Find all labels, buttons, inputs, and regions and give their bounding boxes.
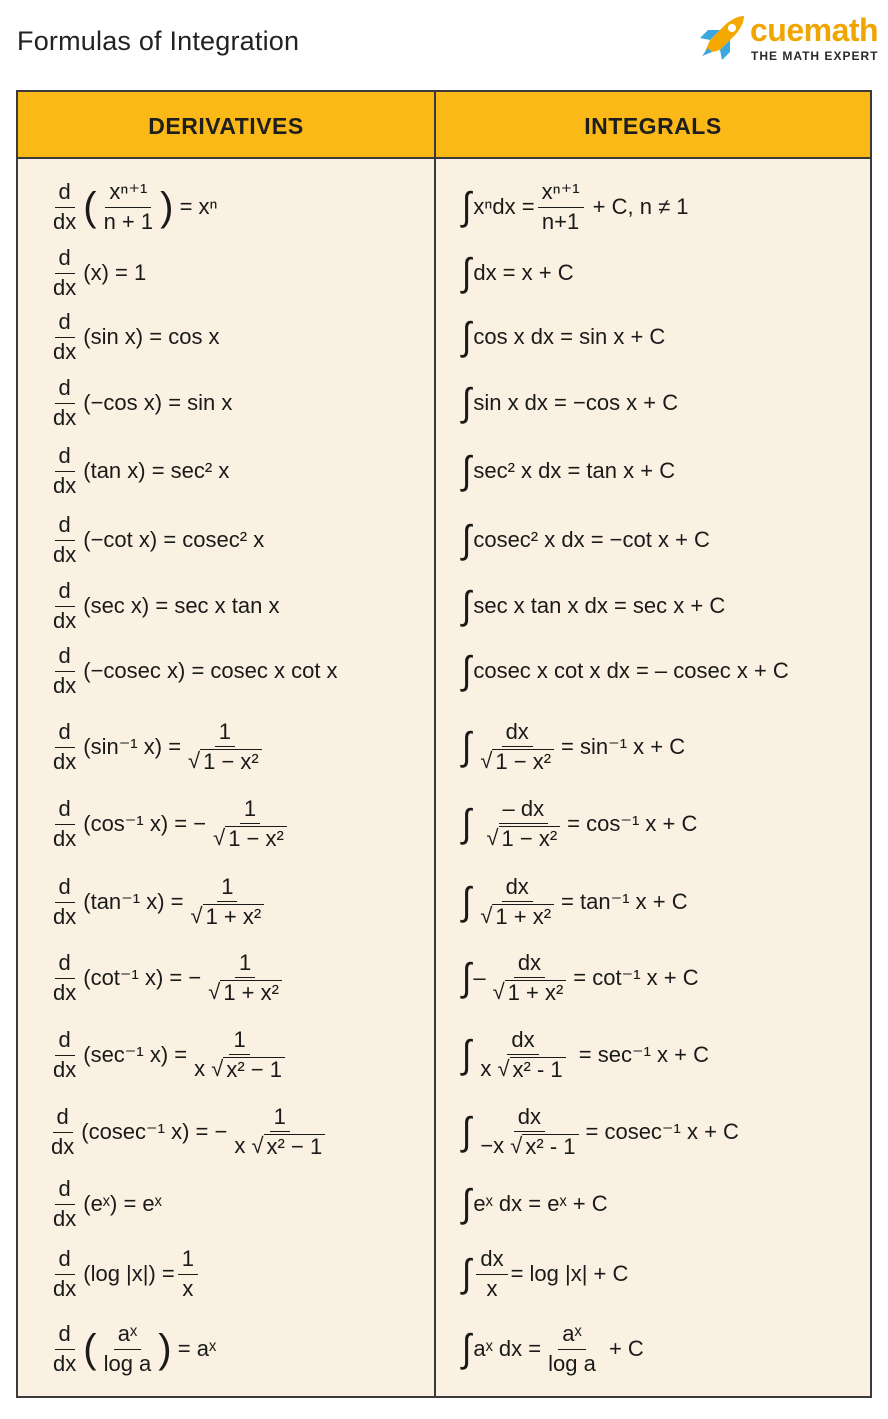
integral-formula: ∫ aˣ dx = $\frac{\text{aˣ}}{\text{log a}}$ + C: [462, 1321, 644, 1376]
table-row: [18, 436, 870, 506]
integral-formula: ∫ sec² x dx = tan x + C: [462, 448, 676, 493]
table-row: [18, 574, 870, 638]
formula-table: [16, 90, 872, 1398]
header-integrals: INTEGRALS: [584, 113, 722, 139]
integral-formula: ∫ dx = x + C: [462, 250, 574, 295]
derivative-formula: d dx (−cos x) = sin x: [53, 375, 233, 430]
table-row: [18, 710, 870, 784]
derivative-formula: d dx (sin x) = cos x: [53, 309, 220, 364]
integral-formula: ∫ cosec² x dx = −cot x + C: [462, 517, 710, 562]
brand-name: [750, 12, 878, 49]
integral-formula: ∫ eˣ dx = eˣ + C: [462, 1181, 608, 1226]
integral-formula: ∫ cosec x cot x dx = – cosec x + C: [462, 648, 789, 693]
brand-tagline: THE MATH EXPERT: [751, 49, 879, 63]
integral-formula: ∫ dx √ 1 + x² = tan⁻¹ x + C: [462, 873, 688, 929]
table-row: [18, 1170, 870, 1238]
table-row: [18, 1310, 870, 1388]
derivative-formula: d dx ( xⁿ⁺¹ n + 1 ) = xⁿ: [46, 172, 218, 242]
integral-formula: ∫ xⁿdx = $\frac{\text{xⁿ⁺¹}}{n+1}$ + C, n ≠ 1: [462, 179, 689, 234]
d-dx: d dx: [53, 179, 77, 234]
brand-cue: cue: [750, 12, 804, 48]
table-row: [18, 1238, 870, 1310]
table-row: [18, 864, 870, 940]
table-row: [18, 638, 870, 704]
derivative-formula: d dx (x) = 1: [53, 245, 147, 300]
table-row: [18, 1016, 870, 1094]
derivative-formula: d dx (sec x) = sec x tan x: [53, 578, 280, 633]
integral-formula: ∫ cos x dx = sin x + C: [462, 314, 666, 359]
derivative-formula: d dx (log |x|) = $\frac{1}{x}$: [46, 1238, 201, 1310]
rocket-icon: [696, 14, 746, 62]
table-row: [18, 172, 870, 242]
table-row: [18, 242, 870, 304]
derivative-formula: d dx (cosec⁻¹ x) = − 1 x √ x² − 1: [44, 1094, 332, 1170]
derivative-formula: d dx (−cosec x) = cosec x cot x: [53, 643, 338, 698]
derivative-formula: d dx (−cot x) = cosec² x: [53, 512, 265, 567]
table-header: [18, 92, 870, 159]
table-row: [18, 304, 870, 370]
derivative-formula: d dx ( aˣ log a ) = aˣ: [53, 1321, 217, 1376]
brand-math: math: [803, 12, 879, 48]
page-title: Formulas of Integration: [17, 26, 300, 56]
table-row: [18, 784, 870, 864]
integral-formula: ∫ dx −x √ x² - 1 = cosec⁻¹ x + C: [462, 1103, 739, 1159]
integral-sign: ∫: [462, 184, 472, 229]
integral-formula: ∫ sin x dx = −cos x + C: [462, 380, 679, 425]
integral-formula: ∫ – dx √ 1 + x² = cot⁻¹ x + C: [462, 949, 699, 1005]
table-row: [18, 370, 870, 436]
integral-formula: ∫ sec x tan x dx = sec x + C: [462, 583, 726, 628]
derivative-formula: d dx (sec⁻¹ x) = 1 x √ x² − 1: [46, 1016, 292, 1094]
derivative-formula: d dx (cot⁻¹ x) = − 1 √ 1 + x²: [46, 940, 289, 1016]
integral-formula: ∫ dx √ 1 − x² = sin⁻¹ x + C: [462, 718, 686, 774]
derivative-formula: d dx (tan⁻¹ x) = 1 √ 1 + x²: [46, 864, 271, 940]
cuemath-logo: [696, 10, 881, 70]
integral-formula: ∫ – dx √ 1 − x² = cos⁻¹ x + C: [462, 795, 698, 851]
table-row: [18, 940, 870, 1016]
derivative-formula: d dx (sin⁻¹ x) = 1 √ 1 − x²: [46, 710, 269, 784]
derivative-formula: d dx (cos⁻¹ x) = − 1 √ 1 − x²: [46, 784, 294, 864]
derivative-formula: d dx (eˣ) = eˣ: [53, 1176, 162, 1231]
table-row: [18, 1094, 870, 1170]
derivative-formula: d dx (tan x) = sec² x: [53, 443, 230, 498]
integral-formula: ∫ $\frac{dx}{x}$ = log |x| + C: [462, 1246, 629, 1301]
integral-formula: ∫ dx x √ x² - 1 = sec⁻¹ x + C: [462, 1026, 709, 1082]
table-row: [18, 506, 870, 574]
header-derivatives: DERIVATIVES: [148, 113, 304, 139]
